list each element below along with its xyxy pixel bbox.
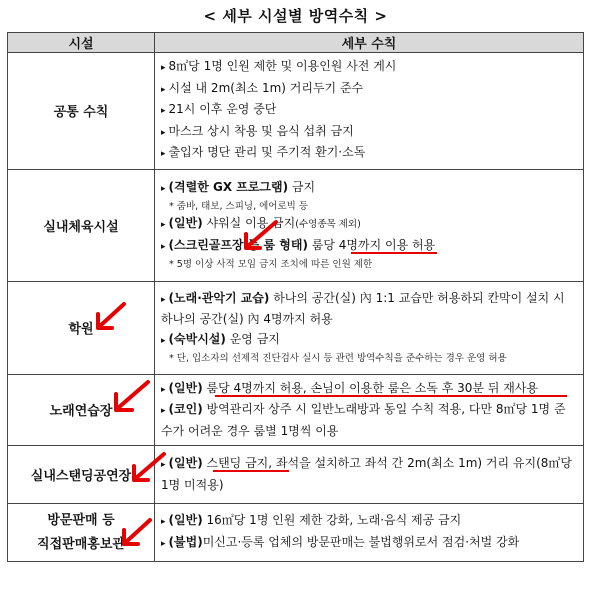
rules-cell xyxy=(155,53,584,170)
rules-table xyxy=(7,32,584,562)
bullet-icon: ▸ xyxy=(161,406,166,416)
rule-note: * 단, 입소자의 선제적 진단검사 실시 등 관련 방역수칙을 준수하는 경우 운영 허용 xyxy=(169,353,507,365)
rule-item: ▸ (노래·관악기 교습) 하나의 공간(실) 內 1:1 교습만 허용하되 칸막이 설치 시 하나의 공간(실) 內 4명까지 허용 xyxy=(161,290,565,327)
rules-cell xyxy=(155,169,584,281)
bullet-icon: ▸ xyxy=(161,106,166,116)
rule-item: ▸ (일반) 룸당 4명까지 허용, 손님이 이용한 룸은 소독 후 30분 뒤 재사용 xyxy=(161,379,575,401)
rule-item: ▸ (불법)미신고·등록 업체의 방문판매는 불법행위로서 점검·처벌 강화 xyxy=(161,534,520,549)
facility-label: 노래연습장 xyxy=(49,404,113,420)
table-header-row xyxy=(8,33,584,53)
rule-item: ▸ 마스크 상시 착용 및 음식 섭취 금지 xyxy=(161,123,354,138)
bullet-icon: ▸ xyxy=(161,384,166,395)
facility-label: 학원 xyxy=(68,322,94,337)
red-arrow-icon xyxy=(128,450,168,486)
page-title: < 세부 시설별 방역수칙 > xyxy=(203,7,388,25)
red-arrow-icon xyxy=(92,300,128,334)
facility-label: 실내스탠딩공연장 xyxy=(30,469,132,484)
rules-cell xyxy=(155,446,584,504)
bullet-icon: ▸ xyxy=(161,460,166,470)
red-underline xyxy=(213,470,289,472)
rules-cell xyxy=(155,281,584,374)
red-arrow-icon xyxy=(110,378,152,416)
rule-note: * 5명 이상 사적 모임 금지 조치에 따른 인원 제한 xyxy=(169,259,373,271)
rule-item: ▸ (스크린골프장 등 룸 형태) 룸당 4명까지 이용 허용 xyxy=(161,237,436,252)
rule-item: ▸ 21시 이후 운영 중단 xyxy=(161,102,277,116)
bullet-icon: ▸ xyxy=(161,294,166,305)
rule-item: ▸ (코인) 방역관리자 상주 시 일반노래방과 동일 수칙 적용, 다만 8㎡당 1명 준수가 어려운 경우 룸별 1명씩 이용 xyxy=(161,402,566,438)
table-row xyxy=(8,446,584,504)
rule-item: ▸ (일반) 스탠딩 금지, 좌석을 설치하고 좌석 간 2m(최소 1m) 거리 유지(8㎡당 1명 미적용) xyxy=(161,456,573,492)
rule-note: * 줌바, 태보, 스피닝, 에어로빅 등 xyxy=(169,201,309,213)
facility-cell xyxy=(8,281,155,374)
rule-item: ▸ (격렬한 GX 프로그램) 금지 xyxy=(161,179,316,194)
bullet-icon: ▸ xyxy=(161,241,166,252)
bullet-icon: ▸ xyxy=(161,149,166,159)
red-underline xyxy=(351,252,437,254)
red-arrow-icon xyxy=(240,218,280,254)
bullet-icon: ▸ xyxy=(161,84,166,95)
rule-item: ▸ 출입자 명단 관리 및 주기적 환기·소독 xyxy=(161,145,366,159)
bullet-icon: ▸ xyxy=(161,183,166,194)
facility-label: 공통 수칙 xyxy=(53,105,109,121)
rule-item: ▸ (숙박시설) 운영 금지 xyxy=(161,331,280,346)
bullet-icon: ▸ xyxy=(161,335,166,346)
rules-cell xyxy=(155,504,584,562)
facility-label: 직접판매홍보관 xyxy=(37,536,125,552)
rules-cell xyxy=(155,374,584,446)
bullet-icon: ▸ xyxy=(161,220,166,231)
bullet-icon: ▸ xyxy=(161,127,166,138)
facility-label: 방문판매 등 xyxy=(47,512,115,528)
facility-cell xyxy=(8,53,155,170)
header-rules: 세부 수칙 xyxy=(155,33,584,53)
rule-item: ▸ 시설 내 2m(최소 1m) 거리두기 준수 xyxy=(161,80,364,95)
table-row xyxy=(8,169,584,281)
red-underline xyxy=(215,395,567,397)
facility-cell xyxy=(8,169,155,281)
bullet-icon: ▸ xyxy=(161,517,166,527)
rule-item: ▸ 8㎡당 1명 인원 제한 및 이용인원 사전 게시 xyxy=(161,59,397,73)
table-row xyxy=(8,374,584,446)
bullet-icon: ▸ xyxy=(161,538,166,549)
table-row xyxy=(8,53,584,170)
rule-item: ▸ (일반) 샤워실 이용 금지(수영종목 제외) xyxy=(161,216,361,231)
rule-item: ▸ (일반) 16㎡당 1명 인원 제한 강화, 노래·음식 제공 금지 xyxy=(161,513,462,527)
red-arrow-icon xyxy=(118,516,154,550)
header-facility: 시설 xyxy=(8,33,155,53)
facility-label: 실내체육시설 xyxy=(43,219,119,235)
bullet-icon: ▸ xyxy=(161,63,166,73)
table-row xyxy=(8,504,584,562)
